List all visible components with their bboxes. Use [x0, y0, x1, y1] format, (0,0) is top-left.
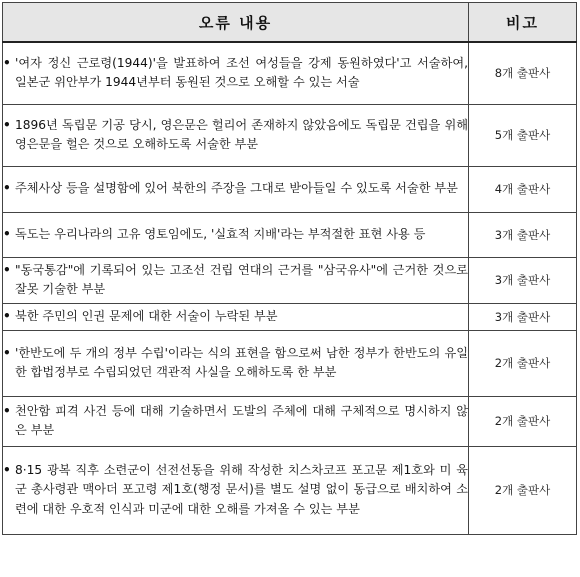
header-note: 비고 — [469, 3, 577, 43]
table-row — [3, 446, 577, 534]
table-row — [3, 166, 577, 212]
bullet-icon: • — [3, 345, 11, 360]
row-note: 3개 출판사 — [469, 303, 577, 330]
row-text: "동국통감"에 기록되어 있는 고조선 건립 연대의 근거를 "삼국유사"에 근거한 것으로 잘못 기술한 부분 — [15, 262, 468, 296]
bullet-icon: • — [3, 226, 11, 241]
bullet-icon: • — [3, 403, 11, 418]
row-description — [3, 257, 469, 303]
bullet-icon: • — [3, 308, 11, 323]
bullet-icon: • — [3, 55, 11, 70]
row-note: 2개 출판사 — [469, 446, 577, 534]
row-text: 독도는 우리나라의 고유 영토임에도, '실효적 지배'라는 부적절한 표현 사용 등 — [15, 226, 426, 241]
row-note: 2개 출판사 — [469, 396, 577, 446]
bullet-icon: • — [3, 117, 11, 132]
row-description — [3, 104, 469, 166]
table-row — [3, 42, 577, 104]
header-content: 오류 내용 — [3, 3, 469, 43]
row-note: 4개 출판사 — [469, 166, 577, 212]
table-row — [3, 303, 577, 330]
row-text: 북한 주민의 인권 문제에 대한 서술이 누락된 부분 — [15, 308, 278, 323]
bullet-icon: • — [3, 181, 11, 196]
row-note: 5개 출판사 — [469, 104, 577, 166]
table-row — [3, 396, 577, 446]
row-note: 3개 출판사 — [469, 212, 577, 257]
row-text: 1896년 독립문 기공 당시, 영은문은 헐리어 존재하지 않았음에도 독립문 건립을 위해 영은문을 헐은 것으로 오해하도록 서술한 부분 — [15, 117, 468, 151]
row-description — [3, 42, 469, 104]
row-note: 3개 출판사 — [469, 257, 577, 303]
row-text: 주체사상 등을 설명함에 있어 북한의 주장을 그대로 받아들일 수 있도록 서술한 부분 — [15, 181, 458, 196]
table-row — [3, 330, 577, 396]
row-description — [3, 446, 469, 534]
table-row — [3, 104, 577, 166]
row-text: '여자 정신 근로령(1944)'을 발표하여 조선 여성들을 강제 동원하였다'고 서술하여, 일본군 위안부가 1944년부터 동원된 것으로 오해할 수 있는 서술 — [15, 55, 468, 90]
row-note: 8개 출판사 — [469, 42, 577, 104]
bullet-icon: • — [3, 262, 11, 277]
document-page — [2, 2, 577, 535]
row-description — [3, 212, 469, 257]
row-text: 천안함 피격 사건 등에 대해 기술하면서 도발의 주체에 대해 구체적으로 명시하지 않은 부분 — [15, 403, 468, 437]
row-description — [3, 166, 469, 212]
row-description — [3, 303, 469, 330]
row-note: 2개 출판사 — [469, 330, 577, 396]
row-description — [3, 330, 469, 396]
table-header-row — [3, 3, 577, 43]
row-text: 8·15 광복 직후 소련군이 선전선동을 위해 작성한 치스차코프 포고문 제1호와 미 육군 총사령관 맥아더 포고령 제1호(행정 문서)를 별도 설명 없이 동급으로 배치하여 소련에 대한 우호적 인식과 미군에 대한 오해를 가져올 수 있는 부분 — [15, 462, 469, 516]
table-row — [3, 212, 577, 257]
error-table — [2, 2, 577, 535]
row-text: '한반도에 두 개의 정부 수립'이라는 식의 표현을 함으로써 남한 정부가 한반도의 유일한 합법정부로 수립되었던 객관적 사실을 오해하도록 한 부분 — [15, 345, 468, 379]
row-description — [3, 396, 469, 446]
bullet-icon: • — [3, 462, 11, 477]
table-row — [3, 257, 577, 303]
